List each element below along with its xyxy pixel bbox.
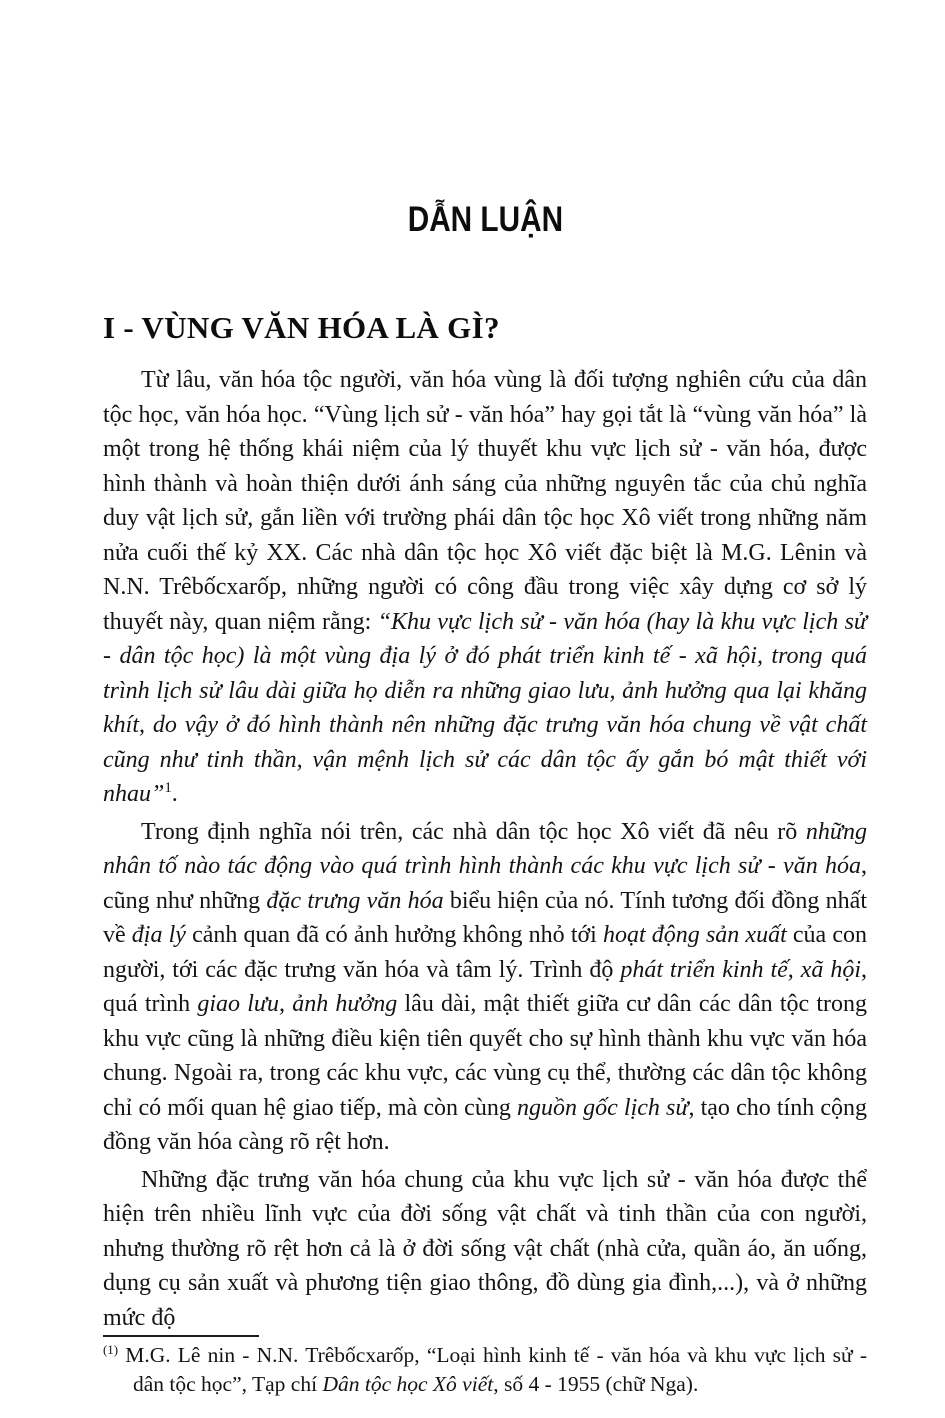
- footnote-area: [103, 1335, 867, 1418]
- footnote-marker: (1): [103, 1342, 119, 1357]
- footnote-text: M.G. Lê nin - N.N. Trêbốcxarốp, “Loại hình kinh tế - văn hóa và khu vực lịch sử - dân tộc học”, Tạp chí Dân tộc học Xô viết, số 4 - 1955 (chữ Nga).: [118, 1343, 867, 1396]
- section-heading: I - VÙNG VĂN HÓA LÀ GÌ?: [103, 310, 500, 345]
- paragraph-definition-intro: Từ lâu, văn hóa tộc người, văn hóa vùng là đối tượng nghiên cứu của dân tộc học, văn hóa học. “Vùng lịch sử - văn hóa” hay gọi tắt là “vùng văn hóa” là một trong hệ thống khái niệm của lý thuyết khu vực lịch sử - văn hóa, được hình thành và hoàn thiện dưới ánh sáng của những nguyên tắc của chủ nghĩa duy vật lịch sử, gắn liền với trường phái dân tộc học Xô viết trong những năm nửa cuối thế kỷ XX. Các nhà dân tộc học Xô viết đặc biệt là M.G. Lênin và N.N. Trêbốcxarốp, những người có công đầu trong việc xây dựng cơ sở lý thuyết này, quan niệm rằng: “Khu vực lịch sử - văn hóa (hay là khu vực lịch sử - dân tộc học) là một vùng địa lý ở đó phát triển kinh tế - xã hội, trong quá trình lịch sử lâu dài giữa họ diễn ra những giao lưu, ảnh hưởng qua lại khăng khít, do vậy ở đó hình thành nên những đặc trưng văn hóa chung về vật chất cũng như tinh thần, vận mệnh lịch sử các dân tộc ấy gắn bó mật thiết với nhau”$^1$.: [103, 367, 867, 807]
- chapter-title-text: DẪN LUẬN: [407, 200, 563, 239]
- footnote: [103, 1341, 867, 1399]
- footnote-divider: [103, 1335, 259, 1337]
- paragraph-definition-analysis: Trong định nghĩa nói trên, các nhà dân tộc học Xô viết đã nêu rõ những nhân tố nào tác động vào quá trình hình thành các khu vực lịch sử - văn hóa, cũng như những đặc trưng văn hóa biểu hiện của nó. Tính tương đối đồng nhất về địa lý cảnh quan đã có ảnh hưởng không nhỏ tới hoạt động sản xuất của con người, tới các đặc trưng văn hóa và tâm lý. Trình độ phát triển kinh tế, xã hội, quá trình giao lưu, ảnh hưởng lâu dài, mật thiết giữa cư dân các dân tộc trong khu vực cũng là những điều kiện tiên quyết cho sự hình thành khu vực văn hóa chung. Ngoài ra, trong các khu vực, các vùng cụ thể, thường các dân tộc không chỉ có mối quan hệ giao tiếp, mà còn cùng nguồn gốc lịch sử, tạo cho tính cộng đồng văn hóa càng rõ rệt hơn.: [103, 818, 868, 1155]
- body-text: [103, 363, 867, 1335]
- paragraph-cultural-traits: Những đặc trưng văn hóa chung của khu vực lịch sử - văn hóa được thể hiện trên nhiều lĩnh vực của đời sống vật chất và tinh thần của con người, nhưng thường rõ rệt hơn cả là ở đời sống vật chất (nhà cửa, quần áo, ăn uống, dụng cụ sản xuất và phương tiện giao thông, đồ dùng gia đình,...), và ở những mức độ: [103, 1166, 867, 1331]
- chapter-title: [103, 200, 867, 240]
